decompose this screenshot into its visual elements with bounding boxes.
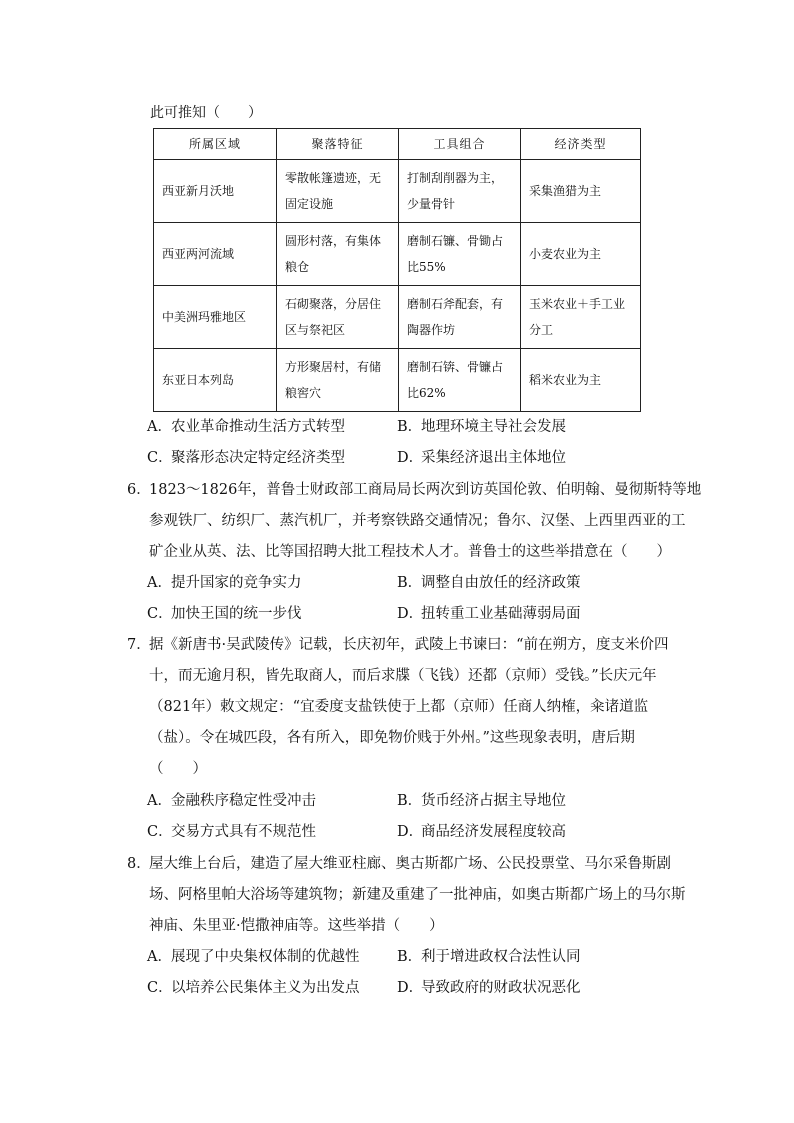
table-header-row: [154, 129, 641, 160]
option-b[interactable]: B．调整自由放任的经济政策: [397, 575, 581, 591]
question-text-line: （ ）: [149, 761, 207, 777]
option-c[interactable]: C．加快王国的统一步伐: [147, 606, 302, 622]
table-cell: 西亚两河流域: [154, 223, 277, 286]
option-d[interactable]: D．商品经济发展程度较高: [397, 824, 566, 840]
question-7: [127, 630, 667, 785]
table-row: [154, 160, 641, 223]
table-row: [154, 223, 641, 286]
option-a[interactable]: A．提升国家的竞争实力: [147, 575, 302, 591]
question-text-line: 矿企业从英、法、比等国招聘大批工程技术人才。普鲁士的这些举措意在（ ）: [149, 544, 671, 560]
question-5-stem-tail: 此可推知（ ）: [150, 105, 262, 121]
table-header: 经济类型: [521, 129, 641, 160]
option-d[interactable]: D．扭转重工业基础薄弱局面: [397, 606, 581, 622]
option-a[interactable]: A．金融秩序稳定性受冲击: [147, 793, 316, 809]
table-cell: 东亚日本列岛: [154, 349, 277, 412]
table-cell: 小麦农业为主: [521, 223, 641, 286]
question-7-options: [147, 786, 667, 848]
option-a[interactable]: A．展现了中央集权体制的优越性: [147, 949, 360, 965]
question-6: [127, 475, 702, 568]
table-cell: 西亚新月沃地: [154, 160, 277, 223]
option-b[interactable]: B．货币经济占据主导地位: [397, 793, 566, 809]
table-header: 工具组合: [399, 129, 521, 160]
question-text-line: 据《新唐书·吴武陵传》记载，长庆初年，武陵上书谏曰：“前在朔方，度支米价四: [149, 637, 669, 653]
question-text-line: 十，而无逾月积，皆先取商人，而后求牒（飞钱）还都（京师）受钱。”长庆元年: [149, 668, 657, 684]
option-c[interactable]: C．聚落形态决定特定经济类型: [147, 450, 345, 466]
table-cell: 采集渔猎为主: [521, 160, 641, 223]
question-number: 8．: [127, 856, 151, 872]
question-text-line: 参观铁厂、纺织厂、蒸汽机厂，并考察铁路交通情况；鲁尔、汉堡、上西里西亚的工: [149, 513, 686, 529]
option-c[interactable]: C．以培养公民集体主义为出发点: [147, 980, 360, 996]
table-header: 聚落特征: [277, 129, 399, 160]
table-row: [154, 286, 641, 349]
question-6-options: [147, 568, 667, 630]
option-b[interactable]: B．地理环境主导社会发展: [397, 419, 566, 435]
question-text-line: 场、阿格里帕大浴场等建筑物；新建及重建了一批神庙，如奥古斯都广场上的马尔斯: [149, 887, 686, 903]
question-text-line: 神庙、朱里亚·恺撒神庙等。这些举措（ ）: [149, 918, 444, 934]
table-cell: 磨制石斧配套，有陶器作坊: [399, 286, 521, 349]
option-c[interactable]: C．交易方式具有不规范性: [147, 824, 316, 840]
settlement-economy-table: [153, 128, 641, 412]
table-cell: 稻米农业为主: [521, 349, 641, 412]
question-text-line: （盐）。令在城匹段，各有所入，即免物价贱于外州。”这些现象表明，唐后期: [149, 730, 635, 746]
question-text-line: 1823～1826年，普鲁士财政部工商局局长两次到访英国伦敦、伯明翰、曼彻斯特等地: [149, 482, 702, 498]
option-d[interactable]: D．导致政府的财政状况恶化: [397, 980, 581, 996]
option-a[interactable]: A．农业革命推动生活方式转型: [147, 419, 345, 435]
question-number: 7．: [127, 637, 151, 653]
table-cell: 圆形村落，有集体粮仓: [277, 223, 399, 286]
table-cell: 磨制石镰、骨锄占比55%: [399, 223, 521, 286]
question-5-options: [147, 412, 667, 474]
table-cell: 玉米农业＋手工业分工: [521, 286, 641, 349]
table-cell: 打制刮削器为主，少量骨针: [399, 160, 521, 223]
question-number: 6．: [127, 482, 151, 498]
question-8-options: [147, 942, 667, 1004]
table-cell: 磨制石锛、骨镰占比62%: [399, 349, 521, 412]
table-cell: 方形聚居村，有储粮窖穴: [277, 349, 399, 412]
table-header: 所属区域: [154, 129, 277, 160]
table-cell: 中美洲玛雅地区: [154, 286, 277, 349]
table-cell: 石砌聚落，分居住区与祭祀区: [277, 286, 399, 349]
table-row: [154, 349, 641, 412]
option-b[interactable]: B．利于增进政权合法性认同: [397, 949, 581, 965]
question-text-line: 屋大维上台后，建造了屋大维亚柱廊、奥古斯都广场、公民投票堂、马尔采鲁斯剧: [149, 856, 671, 872]
question-text-line: （821年）敕文规定：“宜委度支盐铁使于上都（京师）任商人纳榷，籴诸道监: [149, 699, 649, 715]
option-d[interactable]: D．采集经济退出主体地位: [397, 450, 566, 466]
question-8: [127, 849, 686, 942]
table-cell: 零散帐篷遗迹，无固定设施: [277, 160, 399, 223]
